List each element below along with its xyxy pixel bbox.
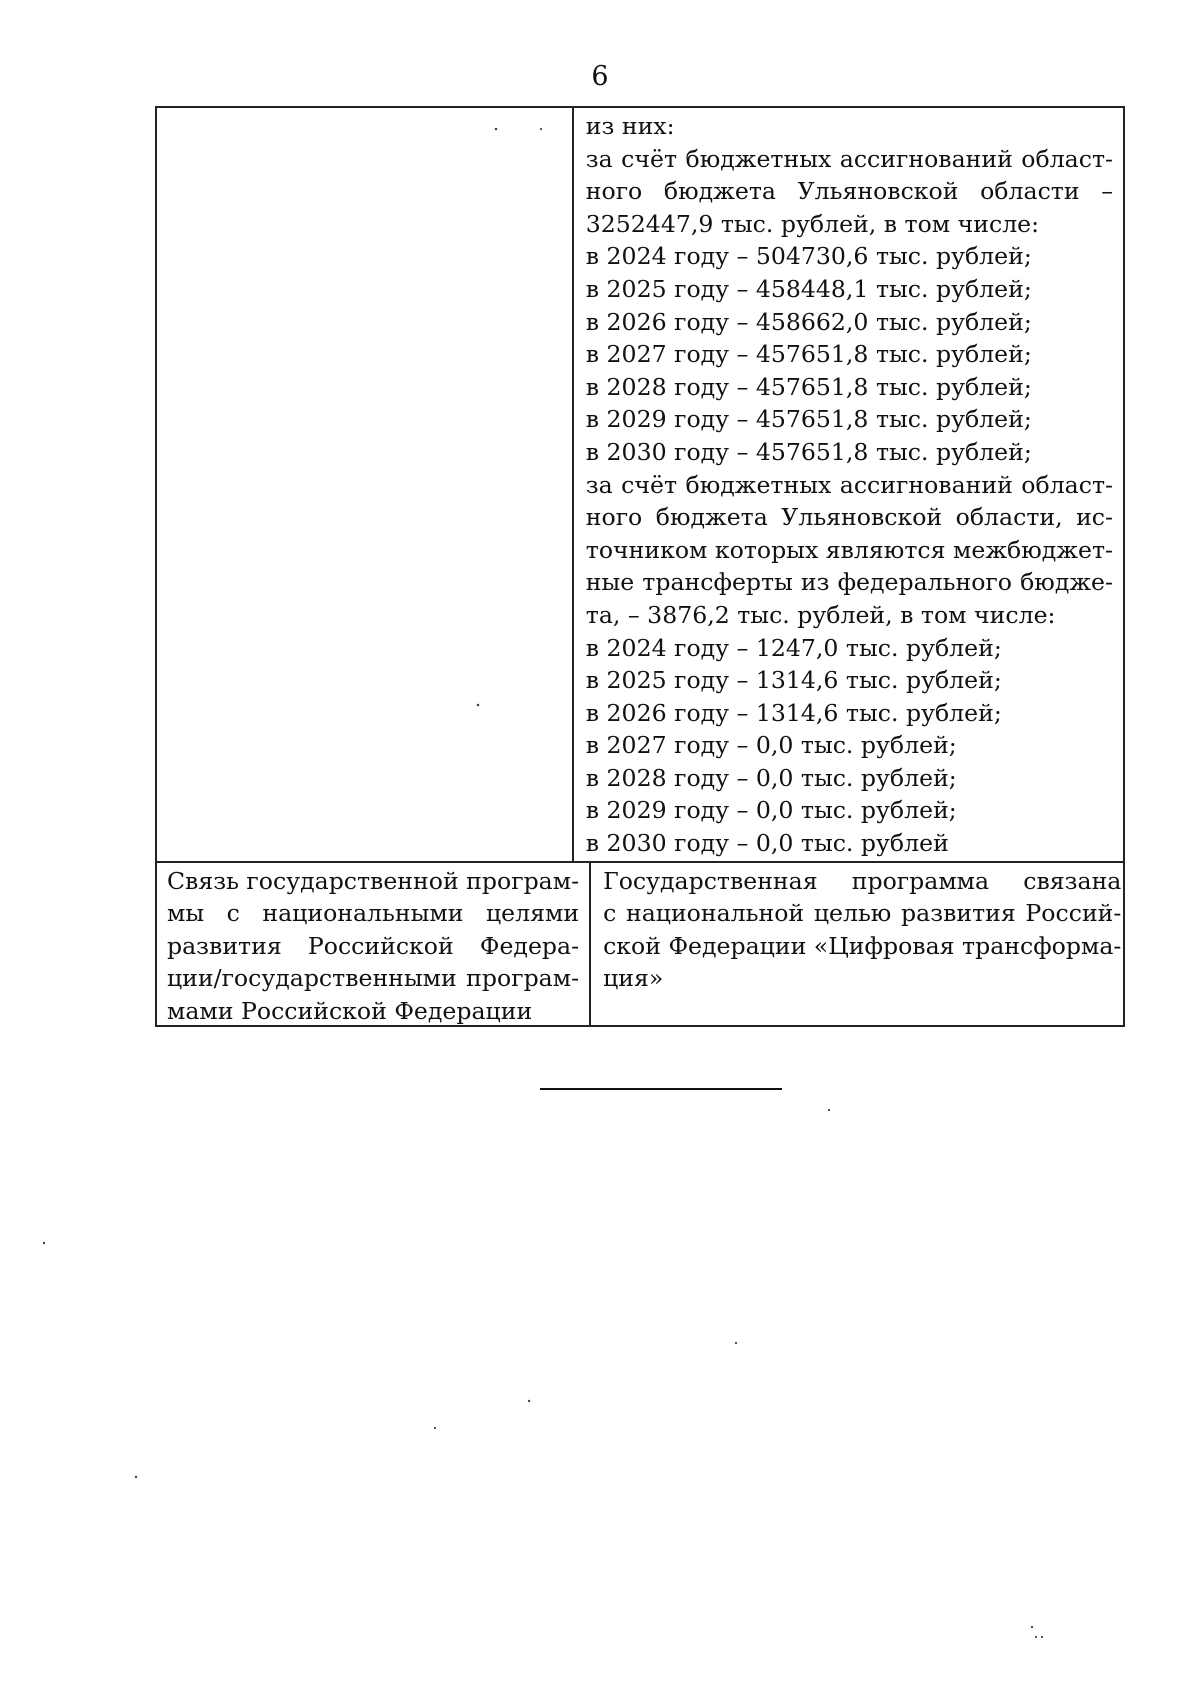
- funding-text-line: ные трансферты из федерального бюдже-: [585, 568, 1113, 597]
- national-goals-row: [157, 861, 1123, 1025]
- funding-text-line: ного бюджета Ульяновской области –: [585, 177, 1113, 206]
- funding-text-line: в 2028 году – 457651,8 тыс. рублей;: [585, 372, 1032, 401]
- funding-text-line: та, – 3876,2 тыс. рублей, в том числе:: [585, 600, 1056, 629]
- page-number: 6: [591, 61, 609, 92]
- funding-text-line: за счёт бюджетных ассигнований област-: [585, 144, 1113, 173]
- national-goals-value-line: с национальной целью развития Россий-: [603, 899, 1122, 928]
- funding-text-line: за счёт бюджетных ассигнований област-: [585, 470, 1113, 499]
- funding-text-line: в 2029 году – 0,0 тыс. рублей;: [585, 796, 957, 825]
- national-goals-value-line: ской Федерации «Цифровая трансформа-: [603, 931, 1122, 960]
- funding-label-cell: [157, 108, 574, 861]
- national-goals-label-line: мы с национальными целями: [167, 899, 580, 928]
- national-goals-value-cell: [591, 863, 1131, 1025]
- funding-text-line: в 2030 году – 457651,8 тыс. рублей;: [585, 437, 1032, 466]
- funding-text-line: в 2030 году – 0,0 тыс. рублей: [585, 829, 949, 858]
- passport-table: [155, 106, 1125, 1027]
- national-goals-label-cell: [157, 863, 591, 1025]
- funding-text-line: в 2026 году – 1314,6 тыс. рублей;: [585, 698, 1002, 727]
- funding-text-line: в 2026 году – 458662,0 тыс. рублей;: [585, 307, 1032, 336]
- national-goals-value-line: Государственная программа связана: [603, 866, 1122, 895]
- funding-text-line: в 2024 году – 504730,6 тыс. рублей;: [585, 242, 1032, 271]
- funding-text-line: в 2025 году – 1314,6 тыс. рублей;: [585, 666, 1002, 695]
- funding-text-line: в 2028 году – 0,0 тыс. рублей;: [585, 763, 957, 792]
- national-goals-label-line: мами Российской Федерации: [167, 996, 533, 1025]
- national-goals-label-line: Связь государственной програм-: [167, 866, 580, 895]
- national-goals-value-line: ция»: [603, 964, 664, 993]
- funding-row: [157, 108, 1123, 861]
- end-of-section-rule: [540, 1088, 782, 1090]
- funding-text-line: ного бюджета Ульяновской области, ис-: [585, 503, 1113, 532]
- funding-text-line: в 2029 году – 457651,8 тыс. рублей;: [585, 405, 1032, 434]
- national-goals-label-line: ции/государственными програм-: [167, 964, 580, 993]
- funding-text-line: точником которых являются межбюджет-: [585, 535, 1113, 564]
- funding-text-line: в 2024 году – 1247,0 тыс. рублей;: [585, 633, 1002, 662]
- national-goals-label-line: развития Российской Федера-: [167, 931, 580, 960]
- funding-text-line: из них:: [585, 112, 675, 140]
- funding-text-line: 3252447,9 тыс. рублей, в том числе:: [585, 209, 1040, 238]
- funding-value-cell: [574, 108, 1123, 861]
- funding-text-line: в 2025 году – 458448,1 тыс. рублей;: [585, 274, 1032, 303]
- funding-text-line: в 2027 году – 0,0 тыс. рублей;: [585, 731, 957, 760]
- funding-text-line: в 2027 году – 457651,8 тыс. рублей;: [585, 340, 1032, 369]
